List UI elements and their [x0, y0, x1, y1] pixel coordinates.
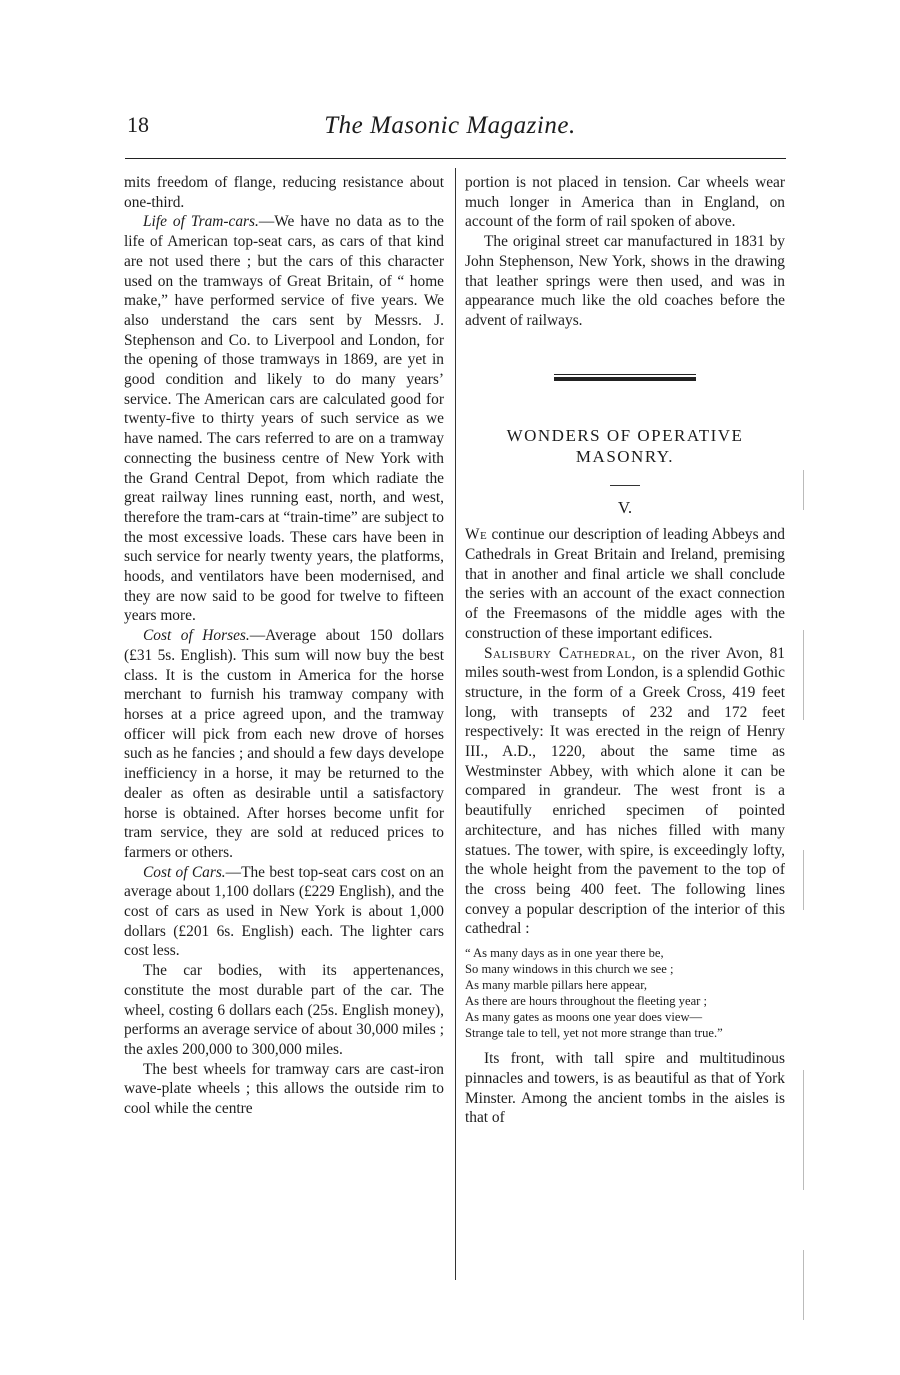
- page-edge-marks: [803, 430, 809, 1330]
- verse-line: So many windows in this church we see ;: [465, 962, 674, 977]
- dropcap-lead: We: [465, 526, 488, 544]
- paragraph-text: on the river Avon, 81 miles south-west from London, is a splendid Gothic structure, in the form of a Greek Cross, 419 feet long, with transepts of 232 and 172 feet respectively: It was erected in the reign of Henry III., A.D., 1220, about the same time as Westminster Abbey, with which alone it can be compared in grandeur. The west front is a beautifully enriched specimen of pointed architecture, and has niches filled with many statues. The tower, with spire, is exceedingly lofty, the whole height from the pavement to the top of the cross being 400 feet. The following lines convey a popular description of the interior of this cathedral :: [465, 644, 785, 938]
- section-heading: Cost of Horses.: [143, 627, 250, 645]
- verse-line: As there are hours throughout the fleeting year ;: [465, 994, 707, 1009]
- header-rule: [125, 158, 786, 159]
- paragraph: [465, 644, 785, 940]
- page-header: [0, 112, 900, 142]
- section-heading: Life of Tram-cars.: [143, 213, 259, 231]
- edge-mark: [803, 1250, 804, 1320]
- paragraph: portion is not placed in tension. Car wheels wear much longer in America than in England, on account of the form of rail spoken of above.: [465, 174, 785, 231]
- verse-line: Strange tale to tell, yet not more strange than true.”: [465, 1026, 723, 1041]
- paragraph-text: continue our description of leading Abbeys and Cathedrals in Great Britain and Ireland, premising that in another and final article we shall conclude the series with an account of the exact connection of the Freemasons of the middle ages with the construction of these important edifices.: [465, 526, 785, 642]
- paragraph-text: —We have no data as to the life of American top-seat cars, as cars of that kind are not used there ; but the cars of this character used on the tramways of Great Britain, of “ home make,” have performed service of five years. We also understand the cars sent by Messrs. J. Stephenson and Co. to Liverpool and London, for the opening of those tramways in 1869, are yet in good condition and likely to do many years’ service. The American cars are calculated good for twenty-five to thirty years of such service as we have named. The cars referred to are on a tramway connecting the business centre of New York with the Grand Central Depot, from which radiate the great railway lines running east, north, and west, therefore the tram-cars at “train-time” are subject to the most excessive loads. These cars have been in such service for nearly twenty years, the platforms, hoods, and ventilators have been modernised, and they are now said to be good for twelve to fifteen years more.: [124, 213, 444, 625]
- title-short-rule: [610, 485, 640, 486]
- paragraph: [124, 863, 444, 962]
- paragraph: [124, 212, 444, 626]
- subject-lead: Salisbury Cathedral,: [484, 644, 636, 662]
- ornament-thick-line: [554, 377, 696, 381]
- paragraph-text: —Average about 150 dollars (£31 5s. English). This sum will now buy the best class. It is the custom in America for the horse merchant to furnish his tramway company with horses at a price agreed upon, and the tramway officer will pick from each new drove of horses such as he fancies ; and should a few days develope inefficiency in a horse, it may be returned to the dealer as often as desirable until a satisfactory horse is obtained. After horses become unfit for tram service, they are sold at reduced prices to farmers or others.: [124, 627, 444, 861]
- paragraph: [465, 525, 785, 643]
- left-column: [124, 173, 444, 1119]
- verse-line: “ As many days as in one year there be,: [465, 946, 664, 961]
- right-column: [465, 173, 785, 1128]
- page-number: 18: [127, 112, 149, 137]
- verse-quote: [465, 945, 785, 1041]
- paragraph: mits freedom of flange, reducing resistance about one-third.: [124, 174, 444, 211]
- paragraph: The best wheels for tramway cars are cast-iron wave-plate wheels ; this allows the outside rim to cool while the centre: [124, 1060, 444, 1118]
- running-title: The Masonic Magazine.: [324, 112, 576, 139]
- paragraph-text: —The best top-seat cars cost on an average about 1,100 dollars (£229 English), and the cost of cars as used in New York is about 1,000 dollars (£201 6s. English) each. The lighter cars cost less.: [124, 863, 445, 960]
- paragraph: The original street car manufactured in 1831 by John Stephenson, New York, shows in the drawing that leather springs were then used, and was in appearance much like the old coaches before the advent of railways.: [465, 233, 785, 329]
- verse-line: As many marble pillars here appear,: [465, 978, 648, 993]
- edge-mark: [803, 850, 804, 910]
- paragraph: [124, 626, 444, 862]
- section-heading: Cost of Cars.: [143, 863, 226, 881]
- article-title-line: MASONRY.: [575, 446, 675, 466]
- ornament-thin-line: [554, 374, 696, 375]
- article-title-line: WONDERS OF OPERATIVE: [506, 425, 744, 445]
- edge-mark: [803, 1070, 804, 1190]
- column-divider: [455, 168, 456, 1280]
- edge-mark: [803, 470, 804, 510]
- part-number: V.: [617, 497, 633, 517]
- verse-line: As many gates as moons one year does view—: [465, 1010, 703, 1025]
- paragraph: Its front, with tall spire and multitudinous pinnacles and towers, is as beautiful as that of York Minster. Among the ancient tombs in the aisles is that of: [465, 1050, 785, 1127]
- article-title: [465, 425, 785, 467]
- section-ornament-rule: [554, 374, 696, 382]
- paragraph: The car bodies, with its appertenances, constitute the most durable part of the car. The wheel, costing 6 dollars each (25s. English money), performs an average service of about 30,000 miles ; the axles 200,000 to 300,000 miles.: [124, 962, 444, 1058]
- edge-mark: [803, 630, 804, 720]
